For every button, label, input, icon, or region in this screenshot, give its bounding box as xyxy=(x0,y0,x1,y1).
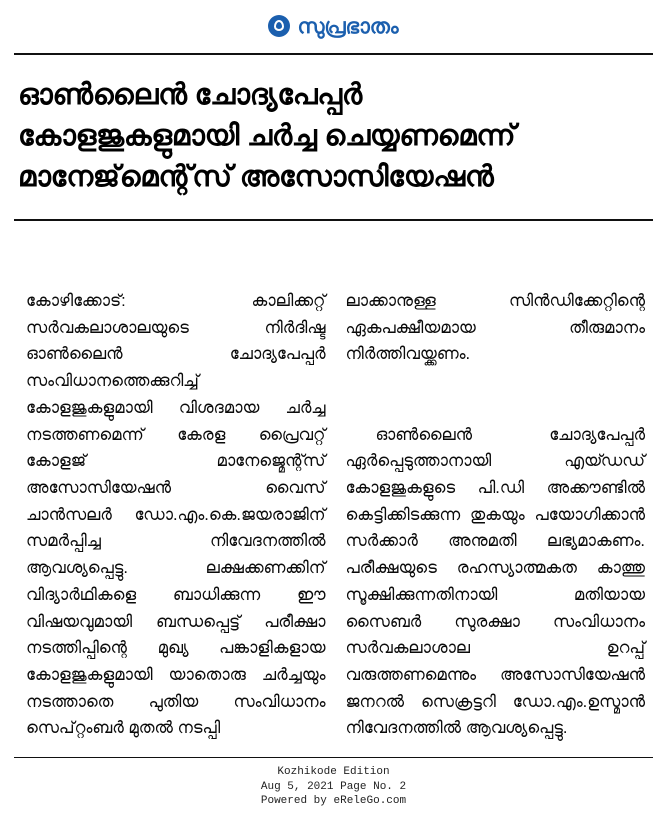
divider-footer xyxy=(14,757,653,759)
headline-line-1: ഓൺലൈൻ ചോദ്യപേപ്പർ xyxy=(18,79,362,111)
footer-edition: Kozhikode Edition xyxy=(277,766,390,779)
paragraph: ഓൺലൈൻ ചോദ്യപേപ്പർ ഏർപ്പെടുത്താനായി എയ്ഡഡ് കോളജുകളുടെ പി.ഡി അക്കൗണ്ടിൽ കെട്ടിക്കിടക്കുന്ന തുകയും പയോഗിക്കാൻ സർക്കാർ അനുമതി ലഭ്യമാകണം. പരീക്ഷയുടെ രഹസ്യാത്മകത കാത്തു സൂക്ഷിക്കുന്നതിനായി മതിയായ സൈബർ സുരക്ഷാ സംവിധാനം സർവകലാശാല ഉറപ്പ് വരുത്തണമെന്നും അസോസിയേഷൻ ജനറൽ സെക്രട്ടറി ഡോ.എം.ഉസ്മാൻ നിവേദനത്തിൽ ആവശ്യപ്പെട്ടു. xyxy=(345,425,650,738)
masthead xyxy=(0,0,667,51)
masthead-title: സുപ്രഭാതം xyxy=(297,14,399,38)
circular-droplet-logo-icon xyxy=(268,15,290,37)
article-column-left xyxy=(26,235,331,796)
article-column-right xyxy=(345,235,650,796)
headline xyxy=(0,55,667,213)
paragraph: ലാക്കാനുള്ള സിൻഡിക്കേറ്റിന്റെ ഏകപക്ഷീയമായ തീരുമാനം നിർത്തിവയ്ക്കണം. xyxy=(345,291,650,364)
headline-line-2: കോളജുകളുമായി ചർച്ച ചെയ്യണമെന്ന് xyxy=(18,120,516,153)
footer-date-page: Aug 5, 2021 Page No. 2 xyxy=(260,780,407,793)
paragraph: കോഴിക്കോട്: കാലിക്കറ്റ് സർവകലാശാലയുടെ നിർദിഷ്ട ഓൺലൈൻ ചോദ്യപേപ്പർ സംവിധാനത്തെക്കുറിച്ച് കോളജുകളുമായി വിശദമായ ചർച്ച നടത്തണമെന്ന് കേരള പ്രൈവറ്റ് കോളജ് മാനേജ്മെന്റ്സ് അസോസിയേഷൻ വൈസ് ചാൻസലർ ഡോ.എം.കെ.ജയരാജിന് സമർപ്പിച്ച നിവേദനത്തിൽ ആവശ്യപ്പെട്ടു. ലക്ഷക്കണക്കിന് വിദ്യാർഥികളെ ബാധിക്കുന്ന ഈ വിഷയവുമായി ബന്ധപ്പെട്ട് പരീക്ഷാ നടത്തിപ്പിന്റെ മുഖ്യ പങ്കാളികളായ കോളജുകളുമായി യാതൊരു ചർച്ചയും നടത്താതെ പുതിയ സംവിധാനം സെപ്റ്റംബർ മുതൽ നടപ്പി xyxy=(26,291,331,738)
article-body xyxy=(0,221,667,796)
footer-powered-by: Powered by eReleGo.com xyxy=(260,795,407,808)
page-footer xyxy=(0,757,667,809)
headline-line-3: മാനേജ്‌മെന്റ്‌സ് അസോസിയേഷൻ xyxy=(18,161,494,194)
